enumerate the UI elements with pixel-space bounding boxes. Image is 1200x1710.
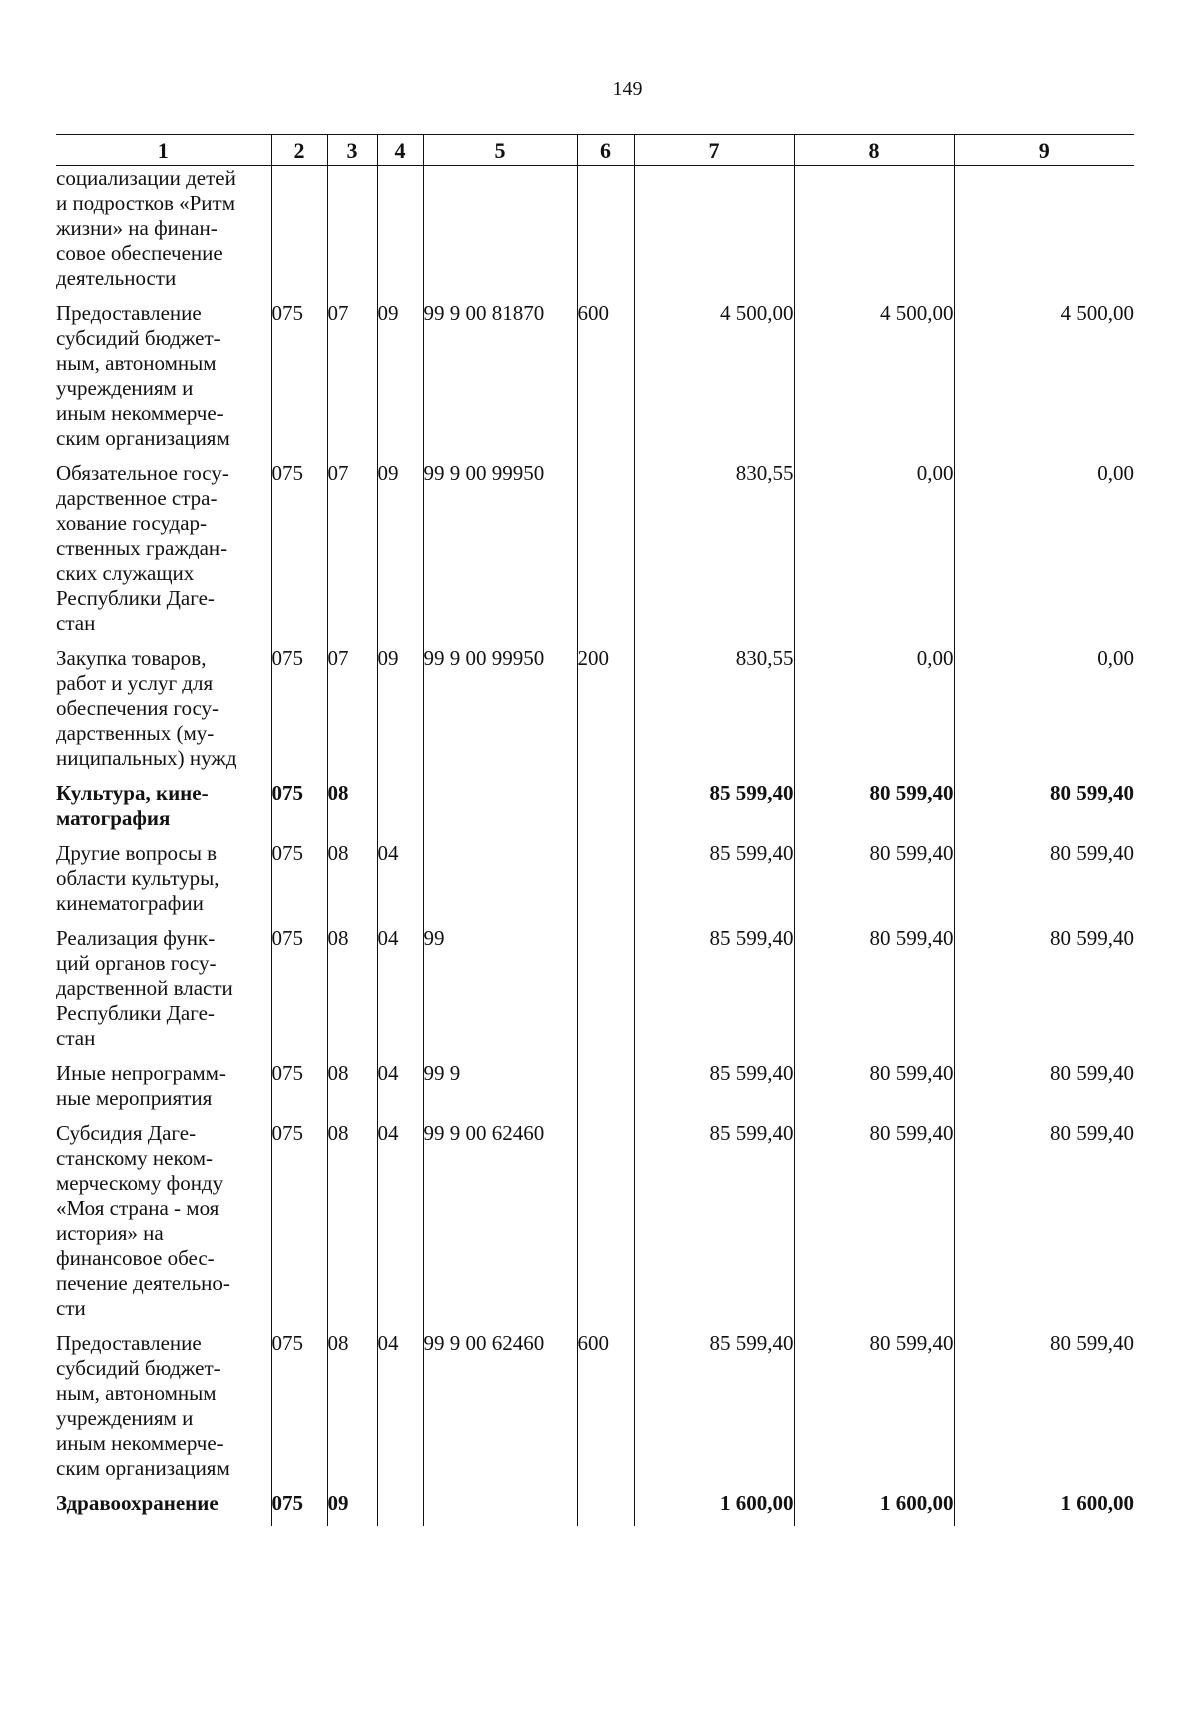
- page-number: 149: [612, 78, 643, 100]
- target-article-cell: 99 9 00 81870: [423, 301, 577, 461]
- row-name-line: Республики Даге-: [56, 586, 215, 610]
- row-name-cell: [56, 1061, 271, 1121]
- column-header: 5: [423, 135, 577, 166]
- row-name-line: Иные непрограмм-: [56, 1061, 226, 1085]
- table-row: [56, 166, 1134, 302]
- row-name-line: социализации детей: [56, 166, 236, 190]
- row-name-line: ные мероприятия: [56, 1086, 213, 1110]
- table-row: [56, 1331, 1134, 1491]
- row-name-line: иным некоммерче-: [56, 1431, 224, 1455]
- section-code-cell: 075: [271, 781, 327, 841]
- amount-year1-cell: 85 599,40: [634, 781, 794, 841]
- item-code-cell: 04: [377, 1331, 423, 1491]
- item-code-cell: 04: [377, 1061, 423, 1121]
- amount-year3-cell: 80 599,40: [954, 1121, 1134, 1331]
- amount-year3-cell: 1 600,00: [954, 1491, 1134, 1526]
- table-row: [56, 301, 1134, 461]
- row-name-line: ственных граждан-: [56, 536, 228, 560]
- row-name-line: ским организациям: [56, 1456, 230, 1480]
- amount-year1-cell: 85 599,40: [634, 926, 794, 1061]
- item-code-cell: [377, 166, 423, 302]
- row-name-cell: [56, 166, 271, 302]
- row-name-line: Субсидия Даге-: [56, 1121, 197, 1145]
- column-header: 2: [271, 135, 327, 166]
- row-name-line: иным некоммерче-: [56, 401, 224, 425]
- amount-year1-cell: 85 599,40: [634, 1331, 794, 1491]
- amount-year2-cell: 80 599,40: [794, 1121, 954, 1331]
- column-header: 1: [56, 135, 271, 166]
- section-code-cell: 075: [271, 1121, 327, 1331]
- amount-year3-cell: 0,00: [954, 461, 1134, 646]
- row-name-cell: [56, 841, 271, 926]
- row-name-line: ниципальных) нужд: [56, 746, 237, 770]
- row-name-cell: [56, 781, 271, 841]
- row-name-line: Культура, кине-: [56, 781, 209, 805]
- row-name-line: обеспечения госу-: [56, 696, 220, 720]
- target-article-cell: [423, 1491, 577, 1526]
- item-code-cell: 04: [377, 841, 423, 926]
- amount-year2-cell: 1 600,00: [794, 1491, 954, 1526]
- column-header: 4: [377, 135, 423, 166]
- row-name-line: ским организациям: [56, 426, 230, 450]
- expense-type-cell: [577, 926, 634, 1061]
- expense-type-cell: [577, 1491, 634, 1526]
- amount-year2-cell: 80 599,40: [794, 1061, 954, 1121]
- subsection-code-cell: 08: [327, 841, 377, 926]
- row-name-line: жизни» на финан-: [56, 216, 218, 240]
- amount-year1-cell: 1 600,00: [634, 1491, 794, 1526]
- row-name-line: стан: [56, 1026, 96, 1050]
- column-header: 6: [577, 135, 634, 166]
- item-code-cell: [377, 781, 423, 841]
- section-code-cell: 075: [271, 646, 327, 781]
- subsection-code-cell: 07: [327, 646, 377, 781]
- row-name-line: хование государ-: [56, 511, 208, 535]
- row-name-line: и подростков «Ритм: [56, 191, 236, 215]
- row-name-line: мерческому фонду: [56, 1171, 224, 1195]
- row-name-line: области культуры,: [56, 866, 220, 890]
- subsection-code-cell: [327, 166, 377, 302]
- row-name-line: деятельности: [56, 266, 177, 290]
- amount-year2-cell: [794, 166, 954, 302]
- expense-type-cell: [577, 781, 634, 841]
- row-name-line: дарственной власти: [56, 976, 233, 1000]
- row-name-line: учреждениям и: [56, 376, 194, 400]
- subsection-code-cell: 08: [327, 926, 377, 1061]
- column-header: 3: [327, 135, 377, 166]
- amount-year1-cell: 830,55: [634, 646, 794, 781]
- column-header: 7: [634, 135, 794, 166]
- expense-type-cell: [577, 1061, 634, 1121]
- item-code-cell: [377, 1491, 423, 1526]
- row-name-line: станскому неком-: [56, 1146, 213, 1170]
- amount-year1-cell: 830,55: [634, 461, 794, 646]
- item-code-cell: 09: [377, 301, 423, 461]
- subsection-code-cell: 08: [327, 781, 377, 841]
- target-article-cell: 99: [423, 926, 577, 1061]
- row-name-line: Здравоохранение: [56, 1491, 219, 1515]
- row-name-line: Реализация функ-: [56, 926, 216, 950]
- table-row: [56, 461, 1134, 646]
- row-name-line: Другие вопросы в: [56, 841, 218, 865]
- item-code-cell: 09: [377, 461, 423, 646]
- row-name-line: Республики Даге-: [56, 1001, 215, 1025]
- row-name-line: сти: [56, 1296, 86, 1320]
- row-name-line: финансовое обес-: [56, 1246, 215, 1270]
- expense-type-cell: [577, 461, 634, 646]
- section-code-cell: 075: [271, 841, 327, 926]
- target-article-cell: 99 9 00 99950: [423, 461, 577, 646]
- subsection-code-cell: 08: [327, 1121, 377, 1331]
- row-name-line: Обязательное госу-: [56, 461, 229, 485]
- table-body: [56, 166, 1134, 1527]
- row-name-cell: [56, 301, 271, 461]
- row-name-line: субсидий бюджет-: [56, 326, 221, 350]
- row-name-line: матография: [56, 806, 171, 830]
- row-name-line: Предоставление: [56, 301, 202, 325]
- subsection-code-cell: 07: [327, 301, 377, 461]
- table-row: [56, 781, 1134, 841]
- amount-year2-cell: 80 599,40: [794, 841, 954, 926]
- amount-year3-cell: 80 599,40: [954, 1331, 1134, 1491]
- item-code-cell: 04: [377, 1121, 423, 1331]
- row-name-line: работ и услуг для: [56, 671, 214, 695]
- amount-year3-cell: 80 599,40: [954, 781, 1134, 841]
- target-article-cell: [423, 166, 577, 302]
- header-row: [56, 135, 1134, 166]
- row-name-line: история» на: [56, 1221, 164, 1245]
- amount-year2-cell: 0,00: [794, 461, 954, 646]
- row-name-line: печение деятельно-: [56, 1271, 230, 1295]
- amount-year1-cell: 4 500,00: [634, 301, 794, 461]
- table-row: [56, 841, 1134, 926]
- expense-type-cell: [577, 166, 634, 302]
- row-name-line: дарственных (му-: [56, 721, 215, 745]
- row-name-line: субсидий бюджет-: [56, 1356, 221, 1380]
- section-code-cell: 075: [271, 1491, 327, 1526]
- subsection-code-cell: 07: [327, 461, 377, 646]
- expense-type-cell: 600: [577, 301, 634, 461]
- target-article-cell: [423, 841, 577, 926]
- amount-year2-cell: 80 599,40: [794, 926, 954, 1061]
- table-row: [56, 926, 1134, 1061]
- amount-year1-cell: [634, 166, 794, 302]
- row-name-line: ным, автономным: [56, 1381, 217, 1405]
- column-header: 8: [794, 135, 954, 166]
- column-header: 9: [954, 135, 1134, 166]
- target-article-cell: 99 9 00 62460: [423, 1331, 577, 1491]
- amount-year2-cell: 4 500,00: [794, 301, 954, 461]
- row-name-line: ным, автономным: [56, 351, 217, 375]
- row-name-line: совое обеспечение: [56, 241, 223, 265]
- item-code-cell: 04: [377, 926, 423, 1061]
- amount-year2-cell: 80 599,40: [794, 781, 954, 841]
- item-code-cell: 09: [377, 646, 423, 781]
- row-name-line: кинематографии: [56, 891, 204, 915]
- section-code-cell: 075: [271, 461, 327, 646]
- amount-year3-cell: 0,00: [954, 646, 1134, 781]
- section-code-cell: 075: [271, 1061, 327, 1121]
- section-code-cell: 075: [271, 1331, 327, 1491]
- target-article-cell: 99 9: [423, 1061, 577, 1121]
- table-row: [56, 1121, 1134, 1331]
- amount-year1-cell: 85 599,40: [634, 841, 794, 926]
- row-name-line: учреждениям и: [56, 1406, 194, 1430]
- row-name-line: «Моя страна - моя: [56, 1196, 220, 1220]
- table-row: [56, 1491, 1134, 1526]
- table-row: [56, 1061, 1134, 1121]
- amount-year2-cell: 0,00: [794, 646, 954, 781]
- amount-year3-cell: 4 500,00: [954, 301, 1134, 461]
- expense-type-cell: [577, 1121, 634, 1331]
- row-name-cell: [56, 926, 271, 1061]
- row-name-line: Предоставление: [56, 1331, 202, 1355]
- amount-year1-cell: 85 599,40: [634, 1121, 794, 1331]
- row-name-line: ций органов госу-: [56, 951, 217, 975]
- row-name-line: дарственное стра-: [56, 486, 218, 510]
- amount-year3-cell: 80 599,40: [954, 841, 1134, 926]
- row-name-cell: [56, 646, 271, 781]
- target-article-cell: 99 9 00 99950: [423, 646, 577, 781]
- section-code-cell: [271, 166, 327, 302]
- expense-type-cell: 200: [577, 646, 634, 781]
- expense-type-cell: [577, 841, 634, 926]
- amount-year3-cell: [954, 166, 1134, 302]
- row-name-cell: [56, 1491, 271, 1526]
- section-code-cell: 075: [271, 926, 327, 1061]
- row-name-cell: [56, 1121, 271, 1331]
- row-name-line: Закупка товаров,: [56, 646, 207, 670]
- expense-type-cell: 600: [577, 1331, 634, 1491]
- row-name-line: стан: [56, 611, 96, 635]
- target-article-cell: [423, 781, 577, 841]
- row-name-cell: [56, 461, 271, 646]
- table-row: [56, 646, 1134, 781]
- budget-table: [56, 134, 1134, 1526]
- subsection-code-cell: 09: [327, 1491, 377, 1526]
- row-name-line: ских служащих: [56, 561, 195, 585]
- subsection-code-cell: 08: [327, 1331, 377, 1491]
- amount-year3-cell: 80 599,40: [954, 926, 1134, 1061]
- subsection-code-cell: 08: [327, 1061, 377, 1121]
- amount-year3-cell: 80 599,40: [954, 1061, 1134, 1121]
- target-article-cell: 99 9 00 62460: [423, 1121, 577, 1331]
- amount-year1-cell: 85 599,40: [634, 1061, 794, 1121]
- row-name-cell: [56, 1331, 271, 1491]
- section-code-cell: 075: [271, 301, 327, 461]
- amount-year2-cell: 80 599,40: [794, 1331, 954, 1491]
